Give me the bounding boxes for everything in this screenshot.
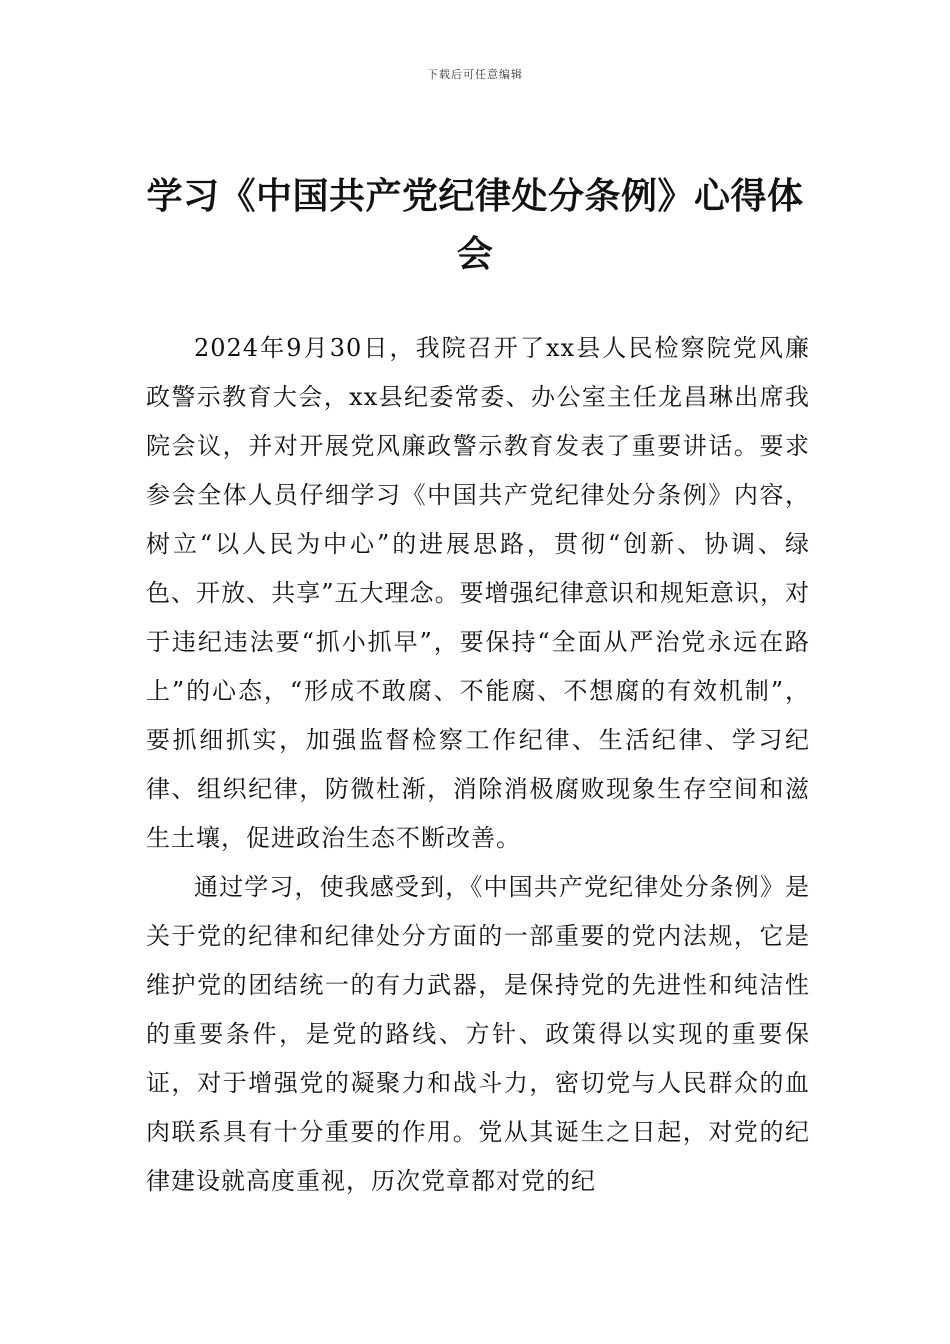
document-title: 学习《中国共产党纪律处分条例》心得体会 xyxy=(146,176,804,275)
paragraph-1: 2024年9月30日，我院召开了xx县人民检察院党风廉政警示教育大会，xx县纪委常委、办公室主任龙昌琳出席我院会议，并对开展党风廉政警示教育发表了重要讲话。要求参会全体人员仔细学习《中国共产党纪律处分条例》内容，树立“以人民为中心”的进展思路，贯彻“创新、协调、绿色、开放、共享”五大理念。要增强纪律意识和规矩意识，对于违纪违法要“抓小抓早”，要保持“全面从严治党永远在路上”的心态，“形成不敢腐、不能腐、不想腐的有效机制”，要抓细抓实，加强监督检察工作纪律、生活纪律、学习纪律、组织纪律，防微杜渐，消除消极腐败现象生存空间和滋生土壤，促进政治生态不断改善。 xyxy=(146,334,810,852)
header-note: 下载后可任意编辑 xyxy=(427,68,523,81)
paragraph-2: 通过学习，使我感受到，《中国共产党纪律处分条例》是关于党的纪律和纪律处分方面的一部重要的党内法规，它是维护党的团结统一的有力武器，是保持党的先进性和纯洁性的重要条件，是党的路线、方针、政策得以实现的重要保证，对于增强党的凝聚力和战斗力，密切党与人民群众的血肉联系具有十分重要的作用。党从其诞生之日起，对党的纪律建设就高度重视，历次党章都对党的纪 xyxy=(146,873,810,1195)
document-body xyxy=(146,324,810,1206)
